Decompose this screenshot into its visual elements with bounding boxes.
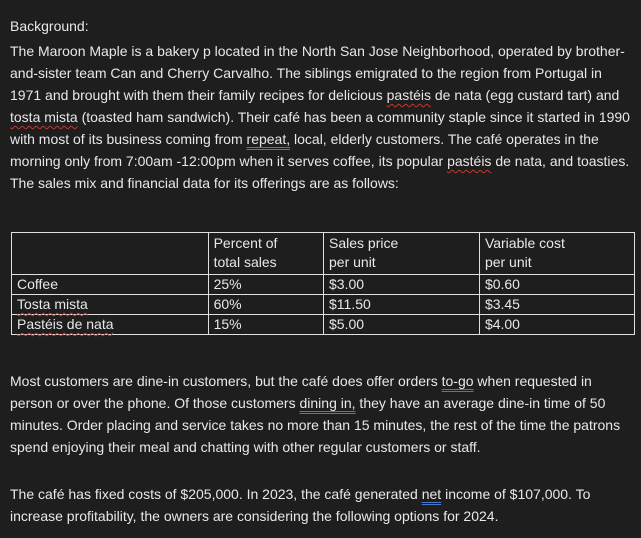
product-cell: Tosta mista	[12, 295, 209, 315]
background-paragraph	[10, 40, 634, 194]
text-run: when requested in person or over the phone. Of those customers	[10, 373, 592, 411]
grammar-flag: dining in,	[299, 395, 356, 411]
text-run: they have an average dine-in time of 50 minutes. Order placing and service takes no more than 15 minutes, the rest of the time the patrons spend enjoying their meal and chatting with other regular customers or staff.	[10, 395, 621, 455]
percent-cell: 25%	[208, 275, 323, 295]
spellcheck-word: pastéis	[447, 153, 492, 169]
product-cell: Pastéis de nata	[12, 315, 209, 335]
header-cell-blank	[12, 233, 209, 275]
table-header-row	[12, 233, 635, 275]
text-run: local, elderly customers. The café operates in the morning only from 7:00am -12:00pm when it serves coffee, its popular	[10, 131, 599, 169]
text-run: Most customers are dine-in customers, but the café does offer orders	[10, 373, 442, 389]
header-cell-variable-cost: Variable cost per unit	[479, 233, 634, 275]
sales-mix-table	[11, 232, 635, 335]
header-cell-sales-price: Sales price per unit	[324, 233, 480, 275]
grammar-flag: to-go	[441, 373, 474, 389]
header-cell-percent: Percent of total sales	[208, 233, 323, 275]
spellcheck-word: tosta mista	[10, 109, 78, 125]
text-run: The Maroon Maple is a bakery p located in the North San Jose Neighborhood, operated by brother-and-sister team Can and Cherry Carvalho. The siblings emigrated to the region from Portugal in 1971 and brought with them their family recipes for delicious	[10, 43, 625, 103]
spellcheck-word: pastéis	[386, 87, 431, 103]
percent-cell: 15%	[208, 315, 323, 335]
price-cell: $5.00	[324, 315, 480, 335]
cost-cell: $4.00	[479, 315, 634, 335]
text-run: The café has fixed costs of $205,000. In 2023, the café generated	[10, 486, 422, 502]
text-run: income of $107,000. To increase profitability, the owners are considering the following options for 2024.	[10, 486, 591, 524]
text-run: de nata, and toasties. The sales mix and financial data for its offerings are as follows:	[10, 153, 630, 191]
table-row	[12, 315, 635, 335]
dine-in-paragraph	[10, 370, 634, 458]
text-run: (toasted ham sandwich). Their café has been a community staple since it started in 1990 with most of its business coming from	[10, 109, 630, 147]
percent-cell: 60%	[208, 295, 323, 315]
grammar-flag: repeat,	[246, 131, 291, 147]
table-row	[12, 275, 635, 295]
grammar-flag: net	[421, 486, 442, 502]
product-cell: Coffee	[12, 275, 209, 295]
cost-cell: $0.60	[479, 275, 634, 295]
price-cell: $3.00	[324, 275, 480, 295]
cost-cell: $3.45	[479, 295, 634, 315]
price-cell: $11.50	[324, 295, 480, 315]
text-run: de nata (egg custard tart) and	[431, 87, 620, 103]
background-heading: Background:	[10, 18, 89, 34]
fixed-costs-paragraph	[10, 483, 634, 527]
table-row	[12, 295, 635, 315]
